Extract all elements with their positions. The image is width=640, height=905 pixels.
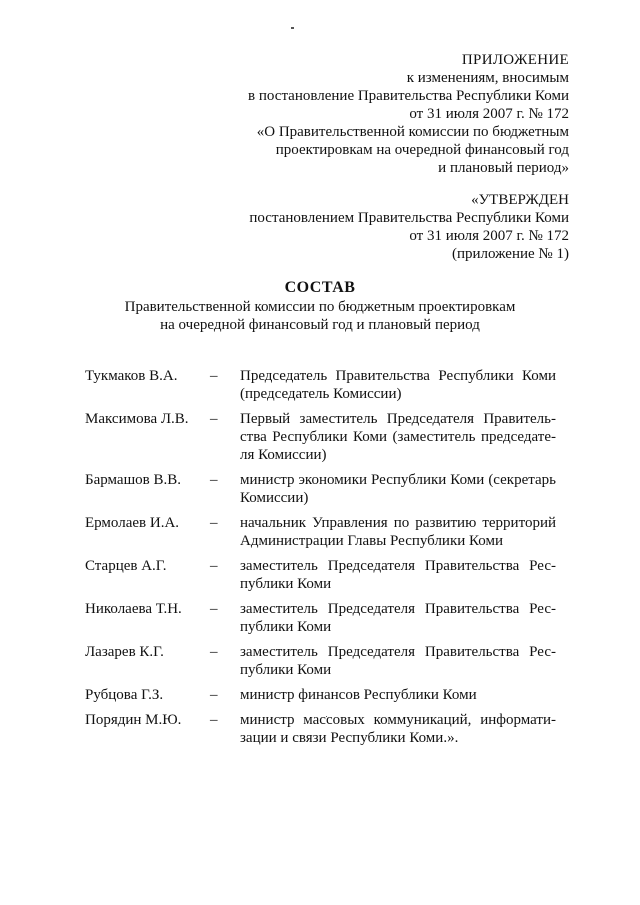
member-row — [0, 711, 640, 747]
member-role: министр экономики Республики Коми (секретарь Комиссии) — [240, 472, 556, 506]
member-dash: – — [210, 515, 218, 531]
member-dash: – — [210, 368, 218, 384]
member-row — [0, 557, 640, 593]
member-role: заместитель Председателя Правительства Республики Коми — [240, 601, 556, 635]
member-row — [0, 471, 640, 507]
member-dash: – — [210, 644, 218, 660]
member-row — [0, 600, 640, 636]
heading-subtitle-line: на очередной финансовый год и плановый период — [160, 317, 480, 333]
members-list — [0, 367, 640, 754]
scan-artifact — [291, 27, 294, 29]
member-role: заместитель Председателя Правительства Республики Коми — [240, 558, 556, 592]
member-name: Старцев А.Г. — [85, 558, 167, 574]
appendix-line: к изменениям, вносимым — [406, 70, 569, 86]
member-dash: – — [210, 712, 218, 728]
appendix-line: от 31 июля 2007 г. № 172 — [409, 106, 569, 122]
member-dash: – — [210, 558, 218, 574]
member-name: Бармашов В.В. — [85, 472, 181, 488]
approval-stamp-text — [249, 191, 569, 263]
member-row — [0, 643, 640, 679]
appendix-header — [248, 51, 569, 177]
member-name: Лазарев К.Г. — [85, 644, 164, 660]
member-dash: – — [210, 411, 218, 427]
heading-subtitle-line: Правительственной комиссии по бюджетным проектировкам — [124, 299, 516, 315]
appendix-line: и плановый период» — [438, 160, 569, 176]
appendix-line: проектировкам на очередной финансовый год — [275, 142, 569, 158]
member-row — [0, 367, 640, 403]
document-heading — [0, 279, 640, 334]
appendix-line: в постановление Правительства Республики Коми — [248, 88, 569, 104]
member-role: министр финансов Республики Коми — [240, 687, 477, 703]
member-dash: – — [210, 472, 218, 488]
member-name: Максимова Л.В. — [85, 411, 189, 427]
approved-line: (приложение № 1) — [451, 246, 569, 262]
appendix-title: ПРИЛОЖЕНИЕ — [461, 52, 569, 68]
member-role: начальник Управления по развитию территорий Администрации Главы Республики Коми — [240, 515, 556, 549]
member-name: Ермолаев И.А. — [85, 515, 180, 531]
approved-line: «УТВЕРЖДЕН — [471, 192, 569, 208]
member-role: министр массовых коммуникаций, информатизации и связи Республики Коми.». — [240, 712, 556, 746]
approved-line: постановлением Правительства Республики Коми — [249, 210, 569, 226]
member-role: Председатель Правительства Республики Коми (председатель Комиссии) — [240, 368, 556, 402]
member-name: Николаева Т.Н. — [85, 601, 182, 617]
heading-title: СОСТАВ — [284, 279, 356, 296]
member-role: Первый заместитель Председателя Правительства Республики Коми (заместитель председателя Комиссии) — [240, 411, 556, 463]
approved-line: от 31 июля 2007 г. № 172 — [409, 228, 569, 244]
member-row — [0, 410, 640, 464]
member-name: Порядин М.Ю. — [85, 712, 182, 728]
member-name: Рубцова Г.З. — [85, 687, 164, 703]
appendix-line: «О Правительственной комиссии по бюджетным — [256, 124, 569, 140]
member-row — [0, 514, 640, 550]
member-role: заместитель Председателя Правительства Республики Коми — [240, 644, 556, 678]
member-row — [0, 686, 640, 704]
member-name: Тукмаков В.А. — [85, 368, 178, 384]
member-dash: – — [210, 601, 218, 617]
member-dash: – — [210, 687, 218, 703]
